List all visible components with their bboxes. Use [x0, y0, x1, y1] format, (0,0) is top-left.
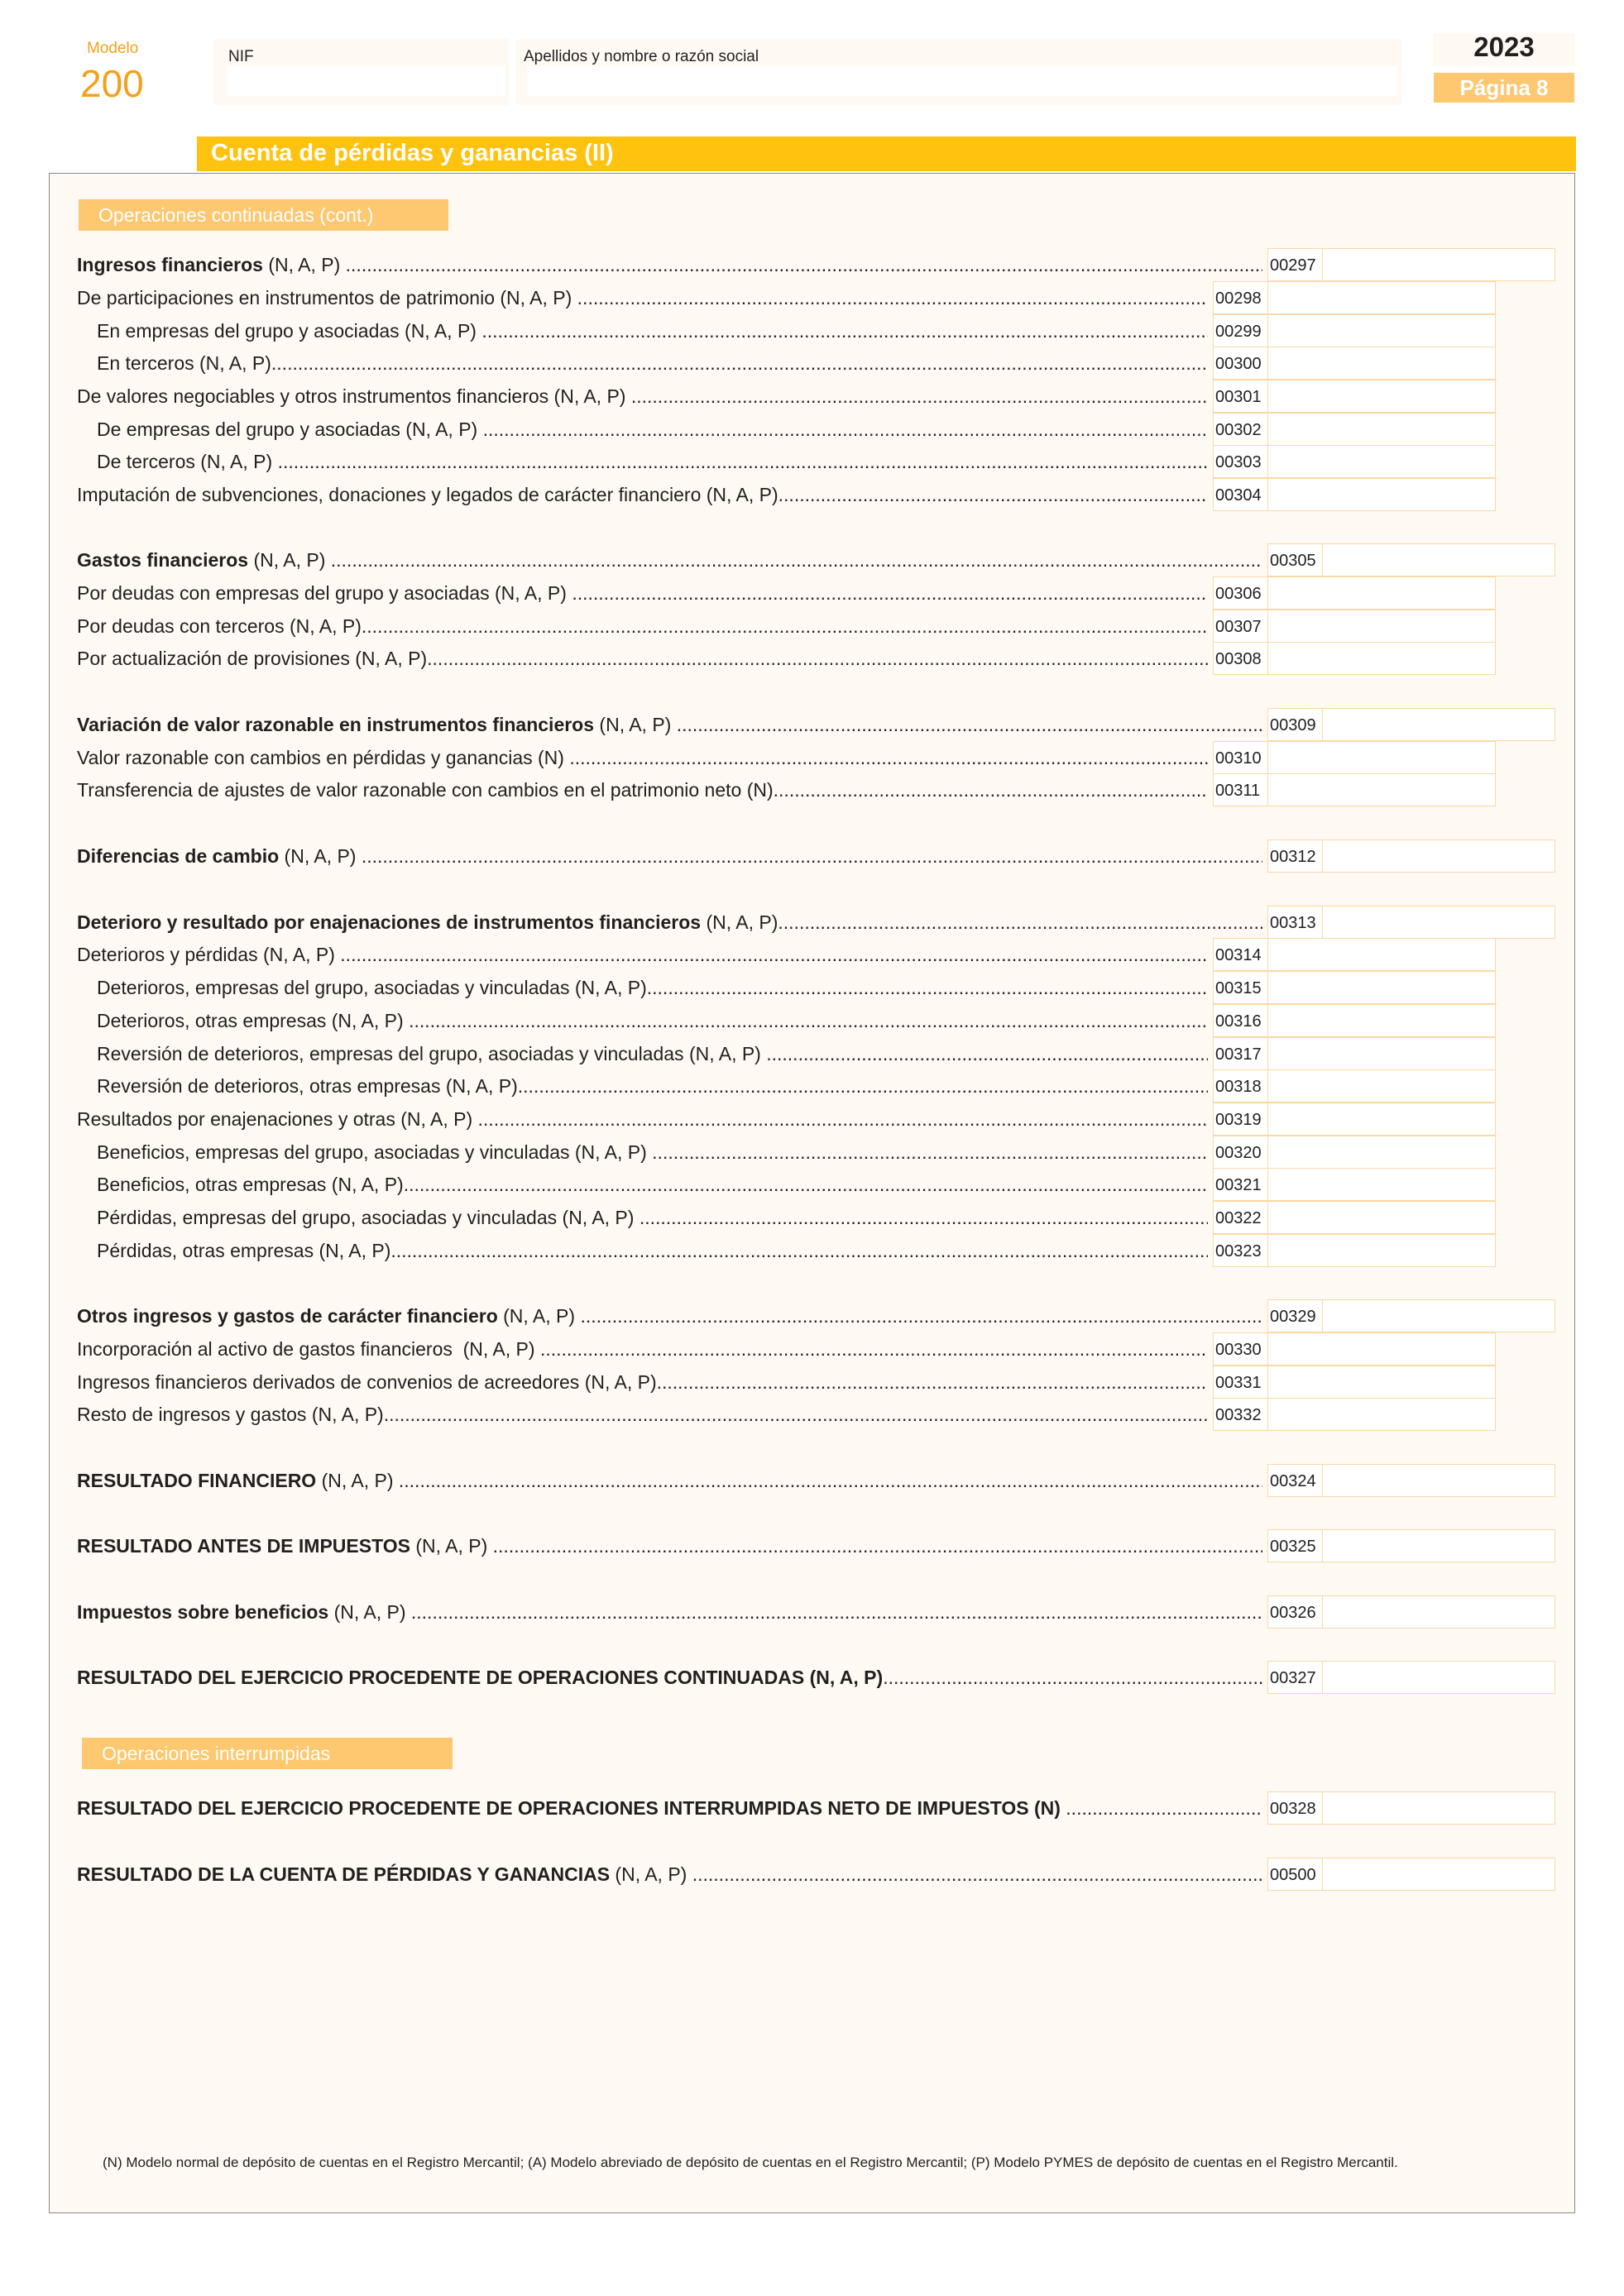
row-label-bold: RESULTADO DEL EJERCICIO PROCEDENTE DE OPERACIONES CONTINUADAS (N, A, P): [77, 1667, 884, 1688]
row-label-text: En terceros (N, A, P): [97, 352, 271, 374]
row-label: [77, 314, 481, 347]
form-row-00315: [77, 971, 1208, 1004]
amount-input[interactable]: [1323, 840, 1555, 872]
leader-dots: [362, 610, 1208, 643]
row-label-text: Pérdidas, empresas del grupo, asociadas y vinculadas (N, A, P): [97, 1207, 640, 1228]
form-row-00304: [77, 478, 1208, 511]
row-label: [77, 1136, 652, 1169]
form-row-00316: [77, 1004, 1208, 1037]
amount-field-00316[interactable]: [1213, 1004, 1496, 1037]
row-label: [77, 938, 340, 971]
amount-field-00303[interactable]: [1213, 445, 1496, 478]
box-code: 00310: [1214, 742, 1268, 773]
box-code: 00298: [1214, 282, 1268, 313]
row-label: [77, 1201, 640, 1234]
amount-input[interactable]: [1268, 1103, 1495, 1135]
row-label: [77, 1366, 657, 1399]
amount-input[interactable]: [1323, 1662, 1555, 1693]
amount-input[interactable]: [1323, 544, 1555, 576]
row-label: [77, 906, 778, 939]
amount-input[interactable]: [1268, 610, 1495, 642]
box-code: 00321: [1214, 1169, 1268, 1200]
box-code: 00327: [1268, 1662, 1323, 1693]
row-label-text: Deterioros, otras empresas (N, A, P): [97, 1010, 410, 1031]
form-row-00300: [77, 347, 1208, 380]
amount-input[interactable]: [1268, 380, 1495, 412]
amount-input[interactable]: [1268, 1169, 1495, 1200]
box-code: 00322: [1214, 1202, 1268, 1233]
box-code: 00313: [1268, 906, 1323, 938]
amount-input[interactable]: [1268, 1399, 1495, 1430]
form-row-00314: [77, 938, 1208, 971]
leader-dots: [362, 839, 1262, 873]
leader-dots: [409, 1004, 1208, 1037]
row-label-bold: Impuestos sobre beneficios: [77, 1601, 329, 1623]
row-label: [77, 1791, 1066, 1825]
amount-field-00310[interactable]: [1213, 741, 1496, 774]
row-label-text: En empresas del grupo y asociadas (N, A, P): [97, 320, 482, 342]
box-code: 00309: [1268, 709, 1323, 740]
box-code: 00305: [1268, 544, 1323, 576]
amount-field-00331[interactable]: [1213, 1366, 1496, 1399]
section-continuadas: Operaciones continuadas (cont.): [79, 199, 448, 231]
amount-input[interactable]: [1268, 1005, 1495, 1036]
box-code: 00332: [1214, 1399, 1268, 1430]
amount-input[interactable]: [1268, 414, 1495, 445]
leader-dots: [404, 1168, 1208, 1201]
amount-field-00304[interactable]: [1213, 478, 1496, 511]
leader-dots: [331, 543, 1262, 576]
amount-input[interactable]: [1268, 742, 1495, 773]
section-interrumpidas: Operaciones interrumpidas: [82, 1738, 453, 1769]
row-label-text: Deterioros y pérdidas (N, A, P): [77, 944, 341, 965]
box-code: 00314: [1214, 939, 1268, 970]
row-label: [77, 1464, 399, 1497]
row-label-bold: RESULTADO ANTES DE IMPUESTOS: [77, 1535, 410, 1557]
row-label-text: (N, A, P): [701, 911, 778, 933]
leader-dots: [540, 1332, 1208, 1366]
amount-input[interactable]: [1323, 1858, 1555, 1890]
leader-dots: [572, 576, 1208, 610]
amount-input[interactable]: [1268, 315, 1495, 347]
form-row-00299: [77, 314, 1208, 347]
name-label: Apellidos y nombre o razón social: [524, 48, 759, 65]
amount-field-00308[interactable]: [1213, 642, 1496, 675]
row-label: [77, 576, 572, 610]
row-label: [77, 1234, 390, 1267]
amount-input[interactable]: [1268, 939, 1495, 970]
row-label-text: Deterioros, empresas del grupo, asociadas y vinculadas (N, A, P): [97, 977, 647, 998]
amount-input[interactable]: [1323, 1530, 1555, 1562]
row-label: [77, 1103, 478, 1136]
amount-field-00311[interactable]: [1213, 773, 1496, 806]
form-row-00329: [77, 1299, 1262, 1332]
box-code: 00331: [1214, 1366, 1268, 1398]
form-row-00332: [77, 1398, 1208, 1431]
page-number: Página 8: [1434, 73, 1574, 103]
row-label-bold: RESULTADO DEL EJERCICIO PROCEDENTE DE OPERACIONES INTERRUMPIDAS NETO DE IMPUESTOS (N): [77, 1797, 1061, 1819]
form-row-00320: [77, 1136, 1208, 1169]
amount-field-00325[interactable]: [1267, 1529, 1555, 1562]
row-label-text: Pérdidas, otras empresas (N, A, P): [97, 1240, 391, 1261]
amount-field-00313[interactable]: [1267, 906, 1555, 939]
row-label: [77, 380, 631, 413]
row-label-text: (N, A, P): [410, 1535, 493, 1557]
amount-input[interactable]: [1323, 1792, 1555, 1824]
leader-dots: [778, 478, 1208, 511]
form-row-00309: [77, 708, 1262, 741]
leader-dots: [390, 1234, 1208, 1267]
amount-field-00300[interactable]: [1213, 347, 1496, 380]
row-label-bold: Diferencias de cambio: [77, 845, 280, 867]
form-row-00326: [77, 1595, 1262, 1629]
amount-field-00315[interactable]: [1213, 971, 1496, 1004]
form-row-00303: [77, 445, 1208, 478]
form-row-00328: [77, 1791, 1262, 1825]
leader-dots: [569, 741, 1208, 774]
amount-field-00324[interactable]: [1267, 1464, 1555, 1497]
row-label-text: De empresas del grupo y asociadas (N, A, P): [97, 419, 483, 440]
row-label: [77, 1332, 540, 1366]
amount-field-00320[interactable]: [1213, 1136, 1496, 1169]
leader-dots: [271, 347, 1208, 380]
row-label-text: (N, A, P): [594, 714, 677, 735]
row-label-text: Incorporación al activo de gastos financieros (N, A, P): [77, 1338, 540, 1360]
amount-field-00307[interactable]: [1213, 610, 1496, 643]
amount-field-00299[interactable]: [1213, 314, 1496, 347]
amount-field-00332[interactable]: [1213, 1398, 1496, 1431]
amount-input[interactable]: [1268, 282, 1495, 313]
row-label-bold: Otros ingresos y gastos de carácter financiero: [77, 1305, 498, 1327]
row-label: [77, 642, 427, 675]
year: 2023: [1473, 31, 1535, 62]
row-label: [77, 1004, 409, 1037]
form-row-00307: [77, 610, 1208, 643]
row-label-text: (N, A, P): [262, 254, 346, 275]
box-code: 00315: [1214, 972, 1268, 1003]
row-label-text: Beneficios, empresas del grupo, asociadas y vinculadas (N, A, P): [97, 1141, 653, 1163]
row-label: [77, 1858, 692, 1891]
amount-input[interactable]: [1268, 1136, 1495, 1168]
box-code: 00319: [1214, 1103, 1268, 1135]
leader-dots: [778, 906, 1262, 939]
box-code: 00328: [1268, 1792, 1323, 1824]
row-label-text: De participaciones en instrumentos de patrimonio (N, A, P): [77, 287, 577, 309]
leader-dots: [631, 380, 1208, 413]
row-label: [77, 1037, 766, 1070]
row-label: [77, 741, 569, 774]
amount-input[interactable]: [1268, 1202, 1495, 1233]
amount-field-00326[interactable]: [1267, 1595, 1555, 1629]
amount-field-00323[interactable]: [1213, 1234, 1496, 1267]
leader-dots: [278, 445, 1208, 478]
row-label: [77, 1398, 384, 1431]
box-code: 00316: [1214, 1005, 1268, 1036]
row-label-text: (N, A, P): [328, 1601, 411, 1623]
row-label: [77, 971, 647, 1004]
row-label: [77, 281, 577, 314]
row-label-bold: RESULTADO DE LA CUENTA DE PÉRDIDAS Y GANANCIAS: [77, 1863, 611, 1885]
box-code: 00300: [1214, 347, 1268, 379]
row-label-text: Beneficios, otras empresas (N, A, P): [97, 1174, 404, 1195]
form-row-00301: [77, 380, 1208, 413]
row-label: [77, 413, 483, 446]
row-label-bold: Variación de valor razonable en instrumentos financieros: [77, 714, 595, 735]
box-code: 00320: [1214, 1136, 1268, 1168]
leader-dots: [883, 1661, 1262, 1694]
amount-field-00298[interactable]: [1213, 281, 1496, 314]
row-label: [77, 1595, 411, 1629]
box-code: 00299: [1214, 315, 1268, 347]
leader-dots: [384, 1398, 1208, 1431]
row-label-bold: Gastos financieros: [77, 549, 249, 571]
row-label-text: (N, A, P): [316, 1470, 399, 1491]
row-label-text: (N, A, P): [279, 845, 362, 867]
modelo-label: Modelo: [87, 40, 139, 57]
amount-field-00305[interactable]: [1267, 543, 1555, 576]
form-row-00306: [77, 576, 1208, 610]
amount-field-00319[interactable]: [1213, 1103, 1496, 1136]
box-code: 00318: [1214, 1070, 1268, 1102]
row-label: [77, 708, 677, 741]
form-row-00312: [77, 839, 1262, 873]
amount-input[interactable]: [1323, 709, 1555, 740]
leader-dots: [657, 1366, 1208, 1399]
box-code: 00304: [1214, 479, 1268, 510]
form-row-00325: [77, 1529, 1262, 1562]
box-code: 00329: [1268, 1300, 1323, 1332]
row-label-text: Resultados por enajenaciones y otras (N, A, P): [77, 1108, 478, 1130]
amount-input[interactable]: [1268, 643, 1495, 674]
row-label-text: Ingresos financieros derivados de convenios de acreedores (N, A, P): [77, 1371, 657, 1393]
amount-input[interactable]: [1323, 1465, 1555, 1496]
row-label: [77, 610, 362, 643]
amount-input[interactable]: [1268, 774, 1495, 806]
amount-field-00327[interactable]: [1267, 1661, 1555, 1694]
leader-dots: [580, 1299, 1262, 1332]
amount-field-00312[interactable]: [1267, 839, 1555, 873]
name-field[interactable]: [527, 66, 1397, 96]
leader-dots: [346, 248, 1262, 281]
leader-dots: [340, 938, 1208, 971]
amount-input[interactable]: [1323, 1300, 1555, 1332]
amount-input[interactable]: [1268, 446, 1495, 477]
leader-dots: [647, 971, 1208, 1004]
amount-input[interactable]: [1323, 249, 1555, 280]
row-label: [77, 478, 778, 511]
box-code: 00307: [1214, 610, 1268, 642]
row-label: [77, 839, 362, 873]
row-label-bold: RESULTADO FINANCIERO: [77, 1470, 317, 1491]
box-code: 00297: [1268, 249, 1323, 280]
leader-dots: [652, 1136, 1208, 1169]
leader-dots: [411, 1595, 1262, 1629]
row-label-text: (N, A, P): [497, 1305, 581, 1327]
form-row-00319: [77, 1103, 1208, 1136]
row-label: [77, 1168, 404, 1201]
amount-field-00309[interactable]: [1267, 708, 1555, 741]
row-label-text: Reversión de deterioros, otras empresas (N, A, P): [97, 1075, 518, 1097]
amount-field-00297[interactable]: [1267, 248, 1555, 281]
amount-input[interactable]: [1268, 347, 1495, 379]
box-code: 00302: [1214, 414, 1268, 445]
amount-field-00301[interactable]: [1213, 380, 1496, 413]
row-label-text: Reversión de deterioros, empresas del grupo, asociadas y vinculadas (N, A, P): [97, 1043, 767, 1064]
leader-dots: [692, 1858, 1262, 1891]
amount-field-00330[interactable]: [1213, 1332, 1496, 1366]
amount-field-00329[interactable]: [1267, 1299, 1555, 1332]
amount-field-00328[interactable]: [1267, 1791, 1555, 1825]
amount-input[interactable]: [1268, 1366, 1495, 1398]
form-row-00323: [77, 1234, 1208, 1267]
row-label-text: De terceros (N, A, P): [97, 451, 278, 472]
amount-input[interactable]: [1268, 479, 1495, 510]
leader-dots: [1066, 1791, 1262, 1825]
amount-input[interactable]: [1268, 1038, 1495, 1069]
amount-input[interactable]: [1268, 1235, 1495, 1266]
box-code: 00303: [1214, 446, 1268, 477]
form-row-00298: [77, 281, 1208, 314]
row-label: [77, 1069, 518, 1103]
amount-input[interactable]: [1323, 1596, 1555, 1628]
row-label-text: Por deudas con terceros (N, A, P): [77, 615, 362, 637]
form-row-00324: [77, 1464, 1262, 1497]
amount-input[interactable]: [1268, 577, 1495, 609]
row-label-text: Imputación de subvenciones, donaciones y legados de carácter financiero (N, A, P): [77, 484, 778, 505]
form-row-00317: [77, 1037, 1208, 1070]
form-row-00308: [77, 642, 1208, 675]
leader-dots: [518, 1069, 1208, 1103]
form-row-00500: [77, 1858, 1262, 1891]
amount-input[interactable]: [1323, 906, 1555, 938]
leader-dots: [481, 314, 1208, 347]
amount-field-00321[interactable]: [1213, 1168, 1496, 1201]
amount-field-00322[interactable]: [1213, 1201, 1496, 1234]
form-row-00313: [77, 906, 1262, 939]
form-row-00322: [77, 1201, 1208, 1234]
row-label: [77, 773, 774, 806]
leader-dots: [766, 1037, 1208, 1070]
amount-field-00317[interactable]: [1213, 1037, 1496, 1070]
row-label: [77, 1529, 493, 1562]
footnote: (N) Modelo normal de depósito de cuentas en el Registro Mercantil; (A) Modelo abreviado de depósito de cuentas en el Registro Mercantil; (P) Modelo PYMES de depósito de cuentas en el Registro Mercantil.: [103, 2155, 1398, 2170]
row-label-text: Por deudas con empresas del grupo y asociadas (N, A, P): [77, 582, 572, 604]
amount-field-00500[interactable]: [1267, 1858, 1555, 1891]
box-code: 00311: [1214, 774, 1268, 806]
row-label-text: Por actualización de provisiones (N, A, P): [77, 648, 428, 669]
box-code: 00301: [1214, 380, 1268, 412]
form-row-00330: [77, 1332, 1208, 1366]
leader-dots: [577, 281, 1208, 314]
modelo-number: 200: [80, 62, 144, 105]
amount-field-00306[interactable]: [1213, 576, 1496, 610]
row-label-bold: Ingresos financieros: [77, 254, 263, 275]
leader-dots: [478, 1103, 1208, 1136]
amount-field-00318[interactable]: [1213, 1069, 1496, 1103]
leader-dots: [427, 642, 1208, 675]
box-code: 00500: [1268, 1858, 1323, 1890]
leader-dots: [493, 1529, 1262, 1562]
page-title: Cuenta de pérdidas y ganancias (II): [211, 140, 614, 166]
row-label-text: (N, A, P): [610, 1863, 692, 1885]
form-row-00321: [77, 1168, 1208, 1201]
box-code: 00330: [1214, 1333, 1268, 1365]
leader-dots: [483, 413, 1208, 446]
leader-dots: [677, 708, 1262, 741]
box-code: 00326: [1268, 1596, 1323, 1628]
amount-input[interactable]: [1268, 1070, 1495, 1102]
row-label-text: De valores negociables y otros instrumentos financieros (N, A, P): [77, 385, 631, 407]
box-code: 00323: [1214, 1235, 1268, 1266]
row-label-text: Valor razonable con cambios en pérdidas y ganancias (N): [77, 747, 570, 768]
row-label: [77, 445, 278, 478]
nif-label: NIF: [228, 48, 254, 65]
row-label: [77, 543, 331, 576]
row-label: [77, 248, 346, 281]
box-code: 00312: [1268, 840, 1323, 872]
amount-field-00302[interactable]: [1213, 413, 1496, 446]
form-row-00302: [77, 413, 1208, 446]
row-label-text: (N, A, P): [248, 549, 331, 571]
row-label-text: Transferencia de ajustes de valor razonable con cambios en el patrimonio neto (N): [77, 779, 774, 801]
form-row-00327: [77, 1661, 1262, 1694]
leader-dots: [774, 773, 1208, 806]
box-code: 00317: [1214, 1038, 1268, 1069]
form-row-00331: [77, 1366, 1208, 1399]
form-row-00305: [77, 543, 1262, 576]
row-label: [77, 1299, 580, 1332]
form-row-00311: [77, 773, 1208, 806]
box-code: 00324: [1268, 1465, 1323, 1496]
amount-input[interactable]: [1268, 1333, 1495, 1365]
form-row-00297: [77, 248, 1262, 281]
leader-dots: [399, 1464, 1262, 1497]
leader-dots: [640, 1201, 1208, 1234]
box-code: 00325: [1268, 1530, 1323, 1562]
row-label-text: Resto de ingresos y gastos (N, A, P): [77, 1404, 384, 1425]
form-row-00310: [77, 741, 1208, 774]
amount-field-00314[interactable]: [1213, 938, 1496, 971]
row-label: [77, 347, 271, 380]
box-code: 00308: [1214, 643, 1268, 674]
box-code: 00306: [1214, 577, 1268, 609]
form-row-00318: [77, 1069, 1208, 1103]
row-label-bold: Deterioro y resultado por enajenaciones de instrumentos financieros: [77, 911, 702, 933]
amount-input[interactable]: [1268, 972, 1495, 1003]
nif-field[interactable]: [227, 66, 505, 96]
row-label: [77, 1661, 883, 1694]
